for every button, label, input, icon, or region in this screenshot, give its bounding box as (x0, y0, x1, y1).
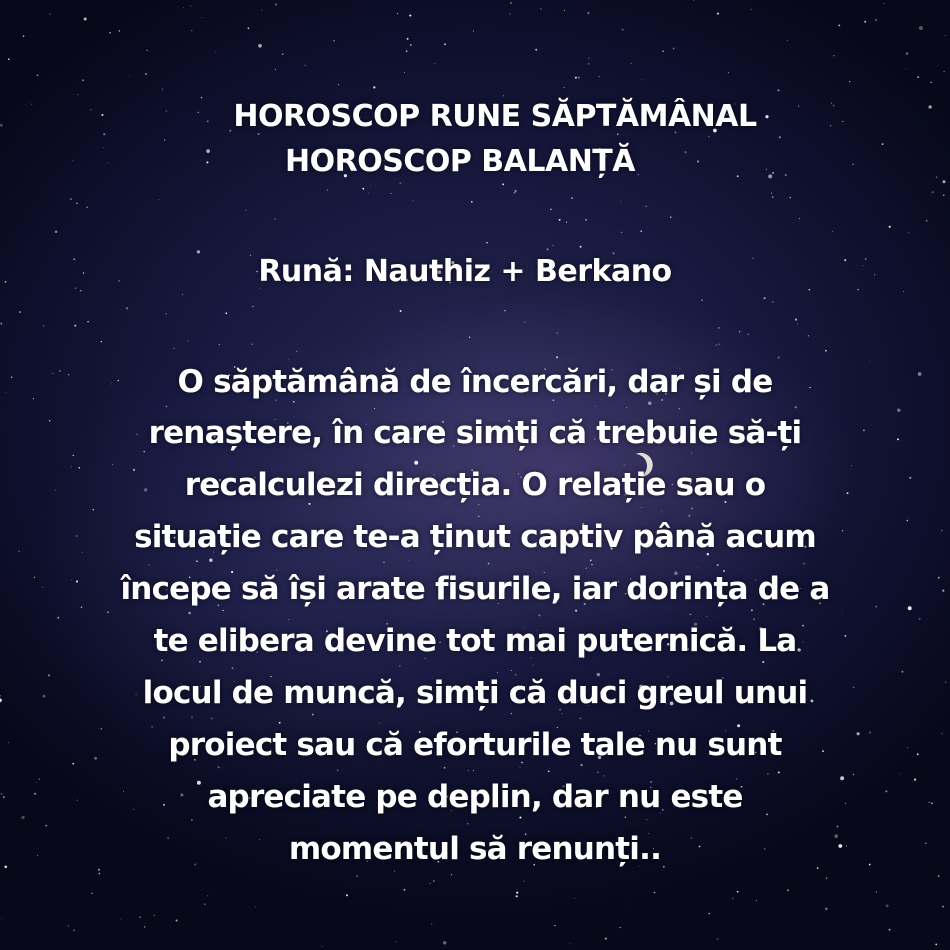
body-line: O săptămână de încercări, dar și de (177, 364, 773, 400)
body-line: momentul să renunți.. (288, 831, 662, 867)
body-line: începe să își arate fisurile, iar dorința de a (120, 571, 830, 607)
body-line: recalculezi direcția. O relație sau o (184, 467, 766, 503)
heading-line-2: HOROSCOP BALANȚĂ (285, 144, 635, 179)
body-line: locul de muncă, simți că duci greul unui (142, 675, 808, 711)
body-line: proiect sau că eforturile tale nu sunt (168, 727, 782, 763)
body-line: situație care te-a ținut captiv până acum (134, 519, 816, 555)
heading-line-1: HOROSCOP RUNE SĂPTĂMÂNAL (233, 99, 757, 134)
body-line: apreciate pe deplin, dar nu este (207, 779, 743, 815)
rune-label: Rună: Nauthiz + Berkano (258, 254, 672, 289)
body-line: renaștere, în care simți că trebuie să-ți (148, 415, 802, 451)
body-line: te elibera devine tot mai puternică. La (153, 623, 797, 659)
